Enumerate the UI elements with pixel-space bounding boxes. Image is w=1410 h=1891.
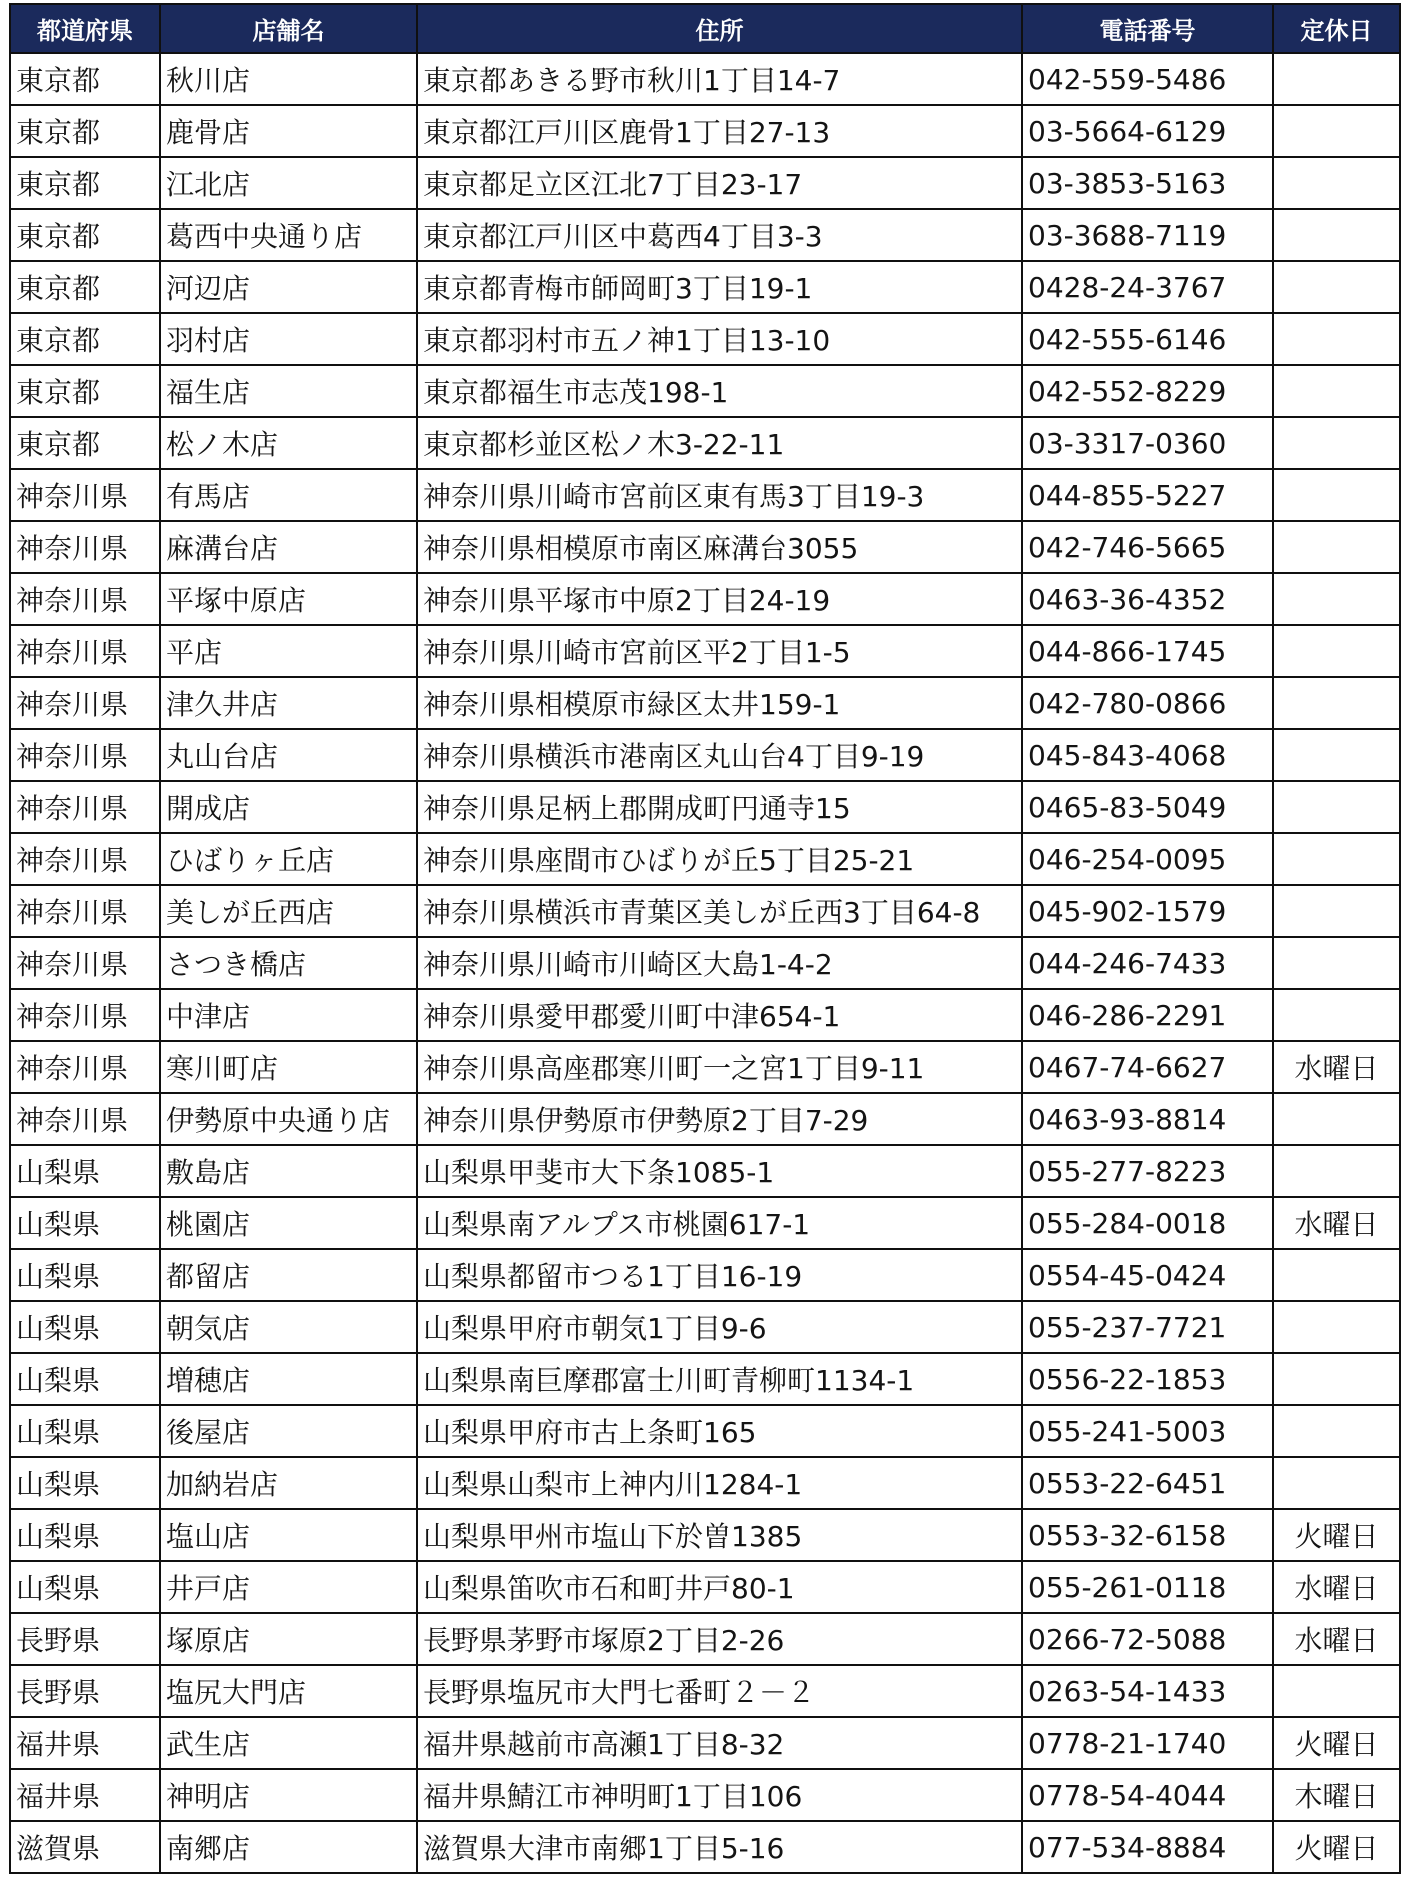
cell-prefecture: 東京都 xyxy=(10,157,160,209)
cell-phone: 055-284-0018 xyxy=(1022,1197,1273,1249)
cell-address: 東京都羽村市五ノ神1丁目13-10 xyxy=(417,313,1022,365)
cell-prefecture: 山梨県 xyxy=(10,1457,160,1509)
cell-holiday xyxy=(1273,1145,1400,1197)
cell-address: 山梨県甲府市朝気1丁目9-6 xyxy=(417,1301,1022,1353)
cell-store-name: 有馬店 xyxy=(160,469,417,521)
cell-store-name: 鹿骨店 xyxy=(160,105,417,157)
cell-address: 東京都足立区江北7丁目23-17 xyxy=(417,157,1022,209)
cell-holiday xyxy=(1273,469,1400,521)
cell-holiday xyxy=(1273,209,1400,261)
cell-phone: 0553-22-6451 xyxy=(1022,1457,1273,1509)
table-row xyxy=(10,937,1400,989)
cell-prefecture: 神奈川県 xyxy=(10,573,160,625)
cell-address: 神奈川県足柄上郡開成町円通寺15 xyxy=(417,781,1022,833)
table-row xyxy=(10,261,1400,313)
table-row xyxy=(10,1509,1400,1561)
header-phone: 電話番号 xyxy=(1022,4,1273,53)
cell-store-name: 塩山店 xyxy=(160,1509,417,1561)
cell-address: 東京都あきる野市秋川1丁目14-7 xyxy=(417,53,1022,105)
cell-store-name: 江北店 xyxy=(160,157,417,209)
cell-phone: 077-534-8884 xyxy=(1022,1821,1273,1873)
cell-holiday xyxy=(1273,521,1400,573)
cell-phone: 044-866-1745 xyxy=(1022,625,1273,677)
table-row xyxy=(10,1405,1400,1457)
cell-holiday xyxy=(1273,53,1400,105)
cell-address: 長野県塩尻市大門七番町２－２ xyxy=(417,1665,1022,1717)
cell-prefecture: 山梨県 xyxy=(10,1197,160,1249)
cell-holiday: 水曜日 xyxy=(1273,1041,1400,1093)
cell-prefecture: 神奈川県 xyxy=(10,833,160,885)
cell-store-name: 中津店 xyxy=(160,989,417,1041)
cell-phone: 0778-21-1740 xyxy=(1022,1717,1273,1769)
cell-prefecture: 山梨県 xyxy=(10,1353,160,1405)
cell-phone: 055-241-5003 xyxy=(1022,1405,1273,1457)
cell-holiday: 火曜日 xyxy=(1273,1821,1400,1873)
cell-address: 神奈川県川崎市川崎区大島1-4-2 xyxy=(417,937,1022,989)
cell-prefecture: 東京都 xyxy=(10,105,160,157)
cell-prefecture: 山梨県 xyxy=(10,1509,160,1561)
table-row xyxy=(10,1613,1400,1665)
cell-phone: 0554-45-0424 xyxy=(1022,1249,1273,1301)
cell-phone: 03-3853-5163 xyxy=(1022,157,1273,209)
table-header xyxy=(10,4,1400,53)
header-prefecture: 都道府県 xyxy=(10,4,160,53)
cell-phone: 0463-93-8814 xyxy=(1022,1093,1273,1145)
table-body xyxy=(10,53,1400,1873)
cell-holiday xyxy=(1273,729,1400,781)
cell-prefecture: 滋賀県 xyxy=(10,1821,160,1873)
cell-phone: 03-5664-6129 xyxy=(1022,105,1273,157)
cell-address: 神奈川県相模原市緑区太井159-1 xyxy=(417,677,1022,729)
cell-holiday: 水曜日 xyxy=(1273,1197,1400,1249)
cell-holiday: 水曜日 xyxy=(1273,1561,1400,1613)
cell-holiday xyxy=(1273,781,1400,833)
cell-holiday xyxy=(1273,833,1400,885)
cell-address: 東京都江戸川区中葛西4丁目3-3 xyxy=(417,209,1022,261)
cell-address: 滋賀県大津市南郷1丁目5-16 xyxy=(417,1821,1022,1873)
cell-phone: 055-277-8223 xyxy=(1022,1145,1273,1197)
cell-prefecture: 長野県 xyxy=(10,1665,160,1717)
table-row xyxy=(10,573,1400,625)
cell-store-name: 武生店 xyxy=(160,1717,417,1769)
cell-address: 神奈川県愛甲郡愛川町中津654-1 xyxy=(417,989,1022,1041)
table-row xyxy=(10,313,1400,365)
table-row xyxy=(10,1145,1400,1197)
cell-store-name: 都留店 xyxy=(160,1249,417,1301)
cell-store-name: 河辺店 xyxy=(160,261,417,313)
cell-address: 神奈川県川崎市宮前区東有馬3丁目19-3 xyxy=(417,469,1022,521)
table-row xyxy=(10,1301,1400,1353)
cell-phone: 046-254-0095 xyxy=(1022,833,1273,885)
cell-address: 山梨県甲州市塩山下於曽1385 xyxy=(417,1509,1022,1561)
cell-store-name: 平塚中原店 xyxy=(160,573,417,625)
cell-holiday xyxy=(1273,937,1400,989)
table-row xyxy=(10,417,1400,469)
cell-holiday xyxy=(1273,1093,1400,1145)
table-row xyxy=(10,1249,1400,1301)
table-row xyxy=(10,53,1400,105)
cell-prefecture: 神奈川県 xyxy=(10,625,160,677)
cell-store-name: 加納岩店 xyxy=(160,1457,417,1509)
cell-store-name: ひばりヶ丘店 xyxy=(160,833,417,885)
cell-phone: 044-855-5227 xyxy=(1022,469,1273,521)
cell-store-name: 神明店 xyxy=(160,1769,417,1821)
cell-address: 神奈川県川崎市宮前区平2丁目1-5 xyxy=(417,625,1022,677)
cell-phone: 0263-54-1433 xyxy=(1022,1665,1273,1717)
cell-store-name: 麻溝台店 xyxy=(160,521,417,573)
cell-prefecture: 山梨県 xyxy=(10,1301,160,1353)
cell-phone: 0465-83-5049 xyxy=(1022,781,1273,833)
cell-store-name: 増穂店 xyxy=(160,1353,417,1405)
table-row xyxy=(10,209,1400,261)
cell-store-name: 寒川町店 xyxy=(160,1041,417,1093)
table-row xyxy=(10,1769,1400,1821)
cell-store-name: 松ノ木店 xyxy=(160,417,417,469)
table-row xyxy=(10,625,1400,677)
header-row xyxy=(10,4,1400,53)
cell-phone: 0266-72-5088 xyxy=(1022,1613,1273,1665)
table-row xyxy=(10,833,1400,885)
cell-store-name: 羽村店 xyxy=(160,313,417,365)
header-holiday: 定休日 xyxy=(1273,4,1400,53)
cell-address: 山梨県笛吹市石和町井戸80-1 xyxy=(417,1561,1022,1613)
cell-store-name: 美しが丘西店 xyxy=(160,885,417,937)
store-list-table xyxy=(9,3,1401,1874)
cell-holiday xyxy=(1273,1665,1400,1717)
cell-store-name: 塩尻大門店 xyxy=(160,1665,417,1717)
cell-phone: 0553-32-6158 xyxy=(1022,1509,1273,1561)
cell-store-name: 津久井店 xyxy=(160,677,417,729)
cell-phone: 042-555-6146 xyxy=(1022,313,1273,365)
cell-holiday xyxy=(1273,157,1400,209)
cell-address: 山梨県甲府市古上条町165 xyxy=(417,1405,1022,1457)
cell-phone: 055-261-0118 xyxy=(1022,1561,1273,1613)
cell-phone: 0556-22-1853 xyxy=(1022,1353,1273,1405)
cell-prefecture: 東京都 xyxy=(10,261,160,313)
cell-prefecture: 山梨県 xyxy=(10,1145,160,1197)
cell-address: 神奈川県伊勢原市伊勢原2丁目7-29 xyxy=(417,1093,1022,1145)
cell-holiday: 水曜日 xyxy=(1273,1613,1400,1665)
cell-address: 山梨県都留市つる1丁目16-19 xyxy=(417,1249,1022,1301)
cell-holiday: 火曜日 xyxy=(1273,1717,1400,1769)
table-row xyxy=(10,1353,1400,1405)
cell-holiday xyxy=(1273,1405,1400,1457)
cell-address: 山梨県山梨市上神内川1284-1 xyxy=(417,1457,1022,1509)
cell-address: 神奈川県相模原市南区麻溝台3055 xyxy=(417,521,1022,573)
cell-holiday xyxy=(1273,365,1400,417)
cell-address: 東京都青梅市師岡町3丁目19-1 xyxy=(417,261,1022,313)
table-row xyxy=(10,729,1400,781)
cell-holiday xyxy=(1273,1301,1400,1353)
cell-phone: 0778-54-4044 xyxy=(1022,1769,1273,1821)
table-row xyxy=(10,1093,1400,1145)
cell-phone: 042-780-0866 xyxy=(1022,677,1273,729)
store-list-table-container xyxy=(9,3,1399,1874)
cell-holiday xyxy=(1273,989,1400,1041)
cell-address: 山梨県甲斐市大下条1085-1 xyxy=(417,1145,1022,1197)
cell-address: 神奈川県横浜市青葉区美しが丘西3丁目64-8 xyxy=(417,885,1022,937)
cell-store-name: 塚原店 xyxy=(160,1613,417,1665)
table-row xyxy=(10,105,1400,157)
cell-phone: 045-843-4068 xyxy=(1022,729,1273,781)
cell-address: 東京都杉並区松ノ木3-22-11 xyxy=(417,417,1022,469)
cell-prefecture: 神奈川県 xyxy=(10,1041,160,1093)
cell-holiday xyxy=(1273,677,1400,729)
cell-prefecture: 福井県 xyxy=(10,1717,160,1769)
cell-prefecture: 山梨県 xyxy=(10,1561,160,1613)
table-row xyxy=(10,1665,1400,1717)
cell-address: 長野県茅野市塚原2丁目2-26 xyxy=(417,1613,1022,1665)
cell-address: 神奈川県平塚市中原2丁目24-19 xyxy=(417,573,1022,625)
cell-phone: 03-3688-7119 xyxy=(1022,209,1273,261)
cell-holiday xyxy=(1273,1249,1400,1301)
cell-phone: 055-237-7721 xyxy=(1022,1301,1273,1353)
cell-store-name: 葛西中央通り店 xyxy=(160,209,417,261)
table-row xyxy=(10,157,1400,209)
cell-phone: 042-746-5665 xyxy=(1022,521,1273,573)
cell-holiday xyxy=(1273,885,1400,937)
cell-prefecture: 神奈川県 xyxy=(10,1093,160,1145)
cell-store-name: 丸山台店 xyxy=(160,729,417,781)
cell-phone: 0428-24-3767 xyxy=(1022,261,1273,313)
cell-prefecture: 東京都 xyxy=(10,313,160,365)
cell-holiday xyxy=(1273,313,1400,365)
cell-store-name: さつき橋店 xyxy=(160,937,417,989)
cell-holiday xyxy=(1273,1353,1400,1405)
table-row xyxy=(10,1041,1400,1093)
cell-address: 福井県越前市高瀬1丁目8-32 xyxy=(417,1717,1022,1769)
header-address: 住所 xyxy=(417,4,1022,53)
cell-prefecture: 東京都 xyxy=(10,53,160,105)
cell-prefecture: 山梨県 xyxy=(10,1405,160,1457)
cell-phone: 045-902-1579 xyxy=(1022,885,1273,937)
header-store-name: 店舗名 xyxy=(160,4,417,53)
cell-store-name: 朝気店 xyxy=(160,1301,417,1353)
cell-holiday: 火曜日 xyxy=(1273,1509,1400,1561)
table-row xyxy=(10,885,1400,937)
cell-phone: 042-552-8229 xyxy=(1022,365,1273,417)
cell-phone: 0467-74-6627 xyxy=(1022,1041,1273,1093)
cell-phone: 0463-36-4352 xyxy=(1022,573,1273,625)
cell-holiday xyxy=(1273,417,1400,469)
cell-prefecture: 東京都 xyxy=(10,209,160,261)
cell-prefecture: 神奈川県 xyxy=(10,885,160,937)
cell-store-name: 平店 xyxy=(160,625,417,677)
cell-prefecture: 神奈川県 xyxy=(10,729,160,781)
cell-store-name: 伊勢原中央通り店 xyxy=(160,1093,417,1145)
table-row xyxy=(10,1561,1400,1613)
table-row xyxy=(10,1717,1400,1769)
cell-address: 東京都福生市志茂198-1 xyxy=(417,365,1022,417)
cell-store-name: 後屋店 xyxy=(160,1405,417,1457)
cell-prefecture: 福井県 xyxy=(10,1769,160,1821)
cell-address: 山梨県南アルプス市桃園617-1 xyxy=(417,1197,1022,1249)
cell-address: 山梨県南巨摩郡富士川町青柳町1134-1 xyxy=(417,1353,1022,1405)
cell-prefecture: 神奈川県 xyxy=(10,781,160,833)
cell-address: 神奈川県横浜市港南区丸山台4丁目9-19 xyxy=(417,729,1022,781)
cell-prefecture: 神奈川県 xyxy=(10,521,160,573)
cell-address: 東京都江戸川区鹿骨1丁目27-13 xyxy=(417,105,1022,157)
cell-prefecture: 長野県 xyxy=(10,1613,160,1665)
table-row xyxy=(10,781,1400,833)
cell-phone: 042-559-5486 xyxy=(1022,53,1273,105)
cell-phone: 046-286-2291 xyxy=(1022,989,1273,1041)
table-row xyxy=(10,989,1400,1041)
cell-store-name: 南郷店 xyxy=(160,1821,417,1873)
cell-prefecture: 神奈川県 xyxy=(10,937,160,989)
cell-holiday xyxy=(1273,105,1400,157)
cell-store-name: 井戸店 xyxy=(160,1561,417,1613)
cell-store-name: 秋川店 xyxy=(160,53,417,105)
cell-phone: 044-246-7433 xyxy=(1022,937,1273,989)
table-row xyxy=(10,469,1400,521)
cell-prefecture: 山梨県 xyxy=(10,1249,160,1301)
cell-holiday: 木曜日 xyxy=(1273,1769,1400,1821)
cell-prefecture: 神奈川県 xyxy=(10,677,160,729)
table-row xyxy=(10,521,1400,573)
cell-phone: 03-3317-0360 xyxy=(1022,417,1273,469)
table-row xyxy=(10,1197,1400,1249)
cell-address: 神奈川県座間市ひばりが丘5丁目25-21 xyxy=(417,833,1022,885)
cell-prefecture: 東京都 xyxy=(10,365,160,417)
cell-holiday xyxy=(1273,261,1400,313)
cell-store-name: 開成店 xyxy=(160,781,417,833)
cell-holiday xyxy=(1273,1457,1400,1509)
cell-prefecture: 神奈川県 xyxy=(10,469,160,521)
cell-holiday xyxy=(1273,573,1400,625)
cell-prefecture: 東京都 xyxy=(10,417,160,469)
cell-prefecture: 神奈川県 xyxy=(10,989,160,1041)
table-row xyxy=(10,365,1400,417)
cell-store-name: 福生店 xyxy=(160,365,417,417)
table-row xyxy=(10,1457,1400,1509)
cell-address: 福井県鯖江市神明町1丁目106 xyxy=(417,1769,1022,1821)
cell-holiday xyxy=(1273,625,1400,677)
table-row xyxy=(10,1821,1400,1873)
table-row xyxy=(10,677,1400,729)
cell-store-name: 敷島店 xyxy=(160,1145,417,1197)
cell-address: 神奈川県高座郡寒川町一之宮1丁目9-11 xyxy=(417,1041,1022,1093)
cell-store-name: 桃園店 xyxy=(160,1197,417,1249)
